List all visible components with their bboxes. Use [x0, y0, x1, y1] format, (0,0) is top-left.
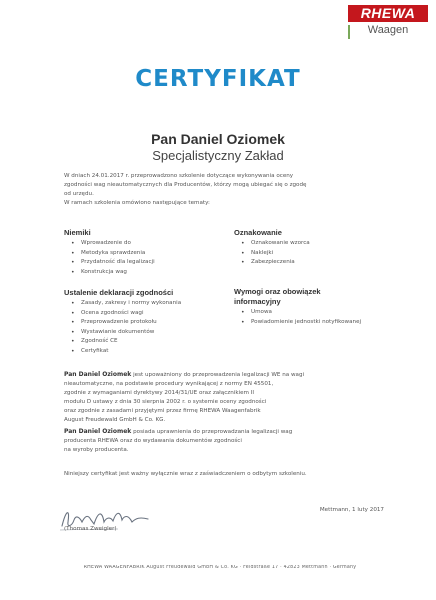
intro-line: od urzędu. — [64, 191, 94, 197]
list-item: • Konstrukcja wag — [71, 268, 127, 276]
footer: RHEWA WAAGENFABRIK August Freudewald GmbH & Co. KG · Feldstraße 17 · 42823 Mettmann · Germany — [83, 565, 357, 570]
list-item: • Przydatność dla legalizacji — [71, 259, 155, 266]
bullet-icon: • — [71, 268, 75, 276]
bullet-icon: • — [71, 249, 75, 257]
section-marking — [234, 228, 394, 268]
list-item: • Certyfikat — [71, 347, 109, 355]
list-item: • Metodyka sprawdzenia — [71, 249, 146, 257]
validity-note: Niniejszy certyfikat jest ważny wyłącznie wraz z zaświadczeniem o odbytym szkoleniu. — [64, 471, 307, 477]
bullet-icon: • — [241, 259, 245, 266]
person-name: Pan Daniel Oziomek — [64, 428, 132, 435]
logo-brand: RHEWA — [348, 5, 428, 22]
place-date: Mettmann, 1 luty 2017 — [319, 507, 384, 513]
list-item: • Zgodność CE — [71, 338, 118, 345]
authorization-paragraph: Pan Daniel Oziomek jest upoważniony do przeprowadzenia legalizacji WE na wagi nieautomatyczne, na podstawie procedury wynikającej z normy EN 45501, zgodnie z wymaganiami dyrektywy 2014/31/UE oraz załącznikiem II modułu D ustawy z dnia 30 sierpnia 2002 r. o systemie oceny zgodności oraz zgodnie z zasadami przyjętymi przez firmę RHEWA Waagenfabrik August Freudewald GmbH & Co. KG. — [64, 371, 305, 423]
list-item: • Ocena zgodności wagi — [71, 309, 144, 317]
list-item: • Powiadomienie jednostki notyfikowanej — [241, 318, 362, 326]
list-item: • Przeprowadzenie protokołu — [71, 319, 157, 326]
signer-name: (Thomas Zweigler) — [64, 526, 117, 532]
list-item: • Wystawianie dokumentów — [71, 328, 155, 336]
bullet-icon: • — [241, 240, 245, 247]
bullet-icon: • — [241, 309, 245, 316]
list-item: • Wprowadzenie do — [71, 240, 131, 247]
bullet-icon: • — [71, 240, 75, 247]
person-name: Pan Daniel Oziomek — [64, 371, 132, 378]
list-item: • Oznakowanie wzorca — [241, 240, 310, 247]
logo-subtitle: Waagen — [367, 24, 409, 36]
bullet-icon: • — [71, 338, 75, 345]
section-scales — [64, 228, 224, 277]
intro-line: W ramach szkolenia omówiono następujące tematy: — [64, 200, 210, 206]
section-obligations — [234, 287, 362, 327]
logo-accent-line — [348, 25, 350, 39]
section-list — [64, 239, 224, 277]
list-item: • Zasady, zakresy i normy wykonania — [71, 300, 182, 307]
recipient-company: Specjalistyczny Zakład — [152, 148, 284, 163]
list-item: • Zabezpieczenia — [241, 259, 295, 266]
section-list — [64, 299, 229, 356]
bullet-icon: • — [241, 318, 245, 326]
bullet-icon: • — [71, 259, 75, 266]
rhewa-logo — [348, 5, 428, 37]
section-heading: Niemiki — [64, 228, 91, 237]
list-item: • Naklejki — [241, 249, 274, 257]
bullet-icon: • — [71, 328, 75, 336]
section-list — [234, 239, 394, 268]
list-item: • Umowa — [241, 309, 272, 316]
bullet-icon: • — [71, 309, 75, 317]
section-heading: Wymogi oraz obowiązek informacyjny — [234, 287, 321, 306]
bullet-icon: • — [71, 300, 75, 307]
certificate-title: CERTYFIKAT — [135, 66, 301, 92]
section-declaration — [64, 288, 229, 356]
section-list — [234, 308, 362, 327]
section-heading: Ustalenie deklaracji zgodności — [64, 288, 174, 297]
bullet-icon: • — [71, 319, 75, 326]
intro-line: W dniach 24.01.2017 r. przeprowadzono szkolenie dotyczące wykonywania oceny — [64, 173, 294, 179]
bullet-icon: • — [71, 347, 75, 355]
bullet-icon: • — [241, 249, 245, 257]
section-heading: Oznakowanie — [234, 228, 282, 237]
permissions-paragraph: Pan Daniel Oziomek posiada uprawnienia do przeprowadzania legalizacji wag producenta RHEWA oraz do wydawania dokumentów zgodności na wyroby producenta. — [64, 428, 293, 453]
intro-line: zgodności wag nieautomatycznych dla Producentów, którzy mogą ubiegać się o zgodę — [64, 182, 307, 188]
recipient-name: Pan Daniel Oziomek — [151, 131, 285, 147]
intro-paragraph — [64, 172, 384, 208]
